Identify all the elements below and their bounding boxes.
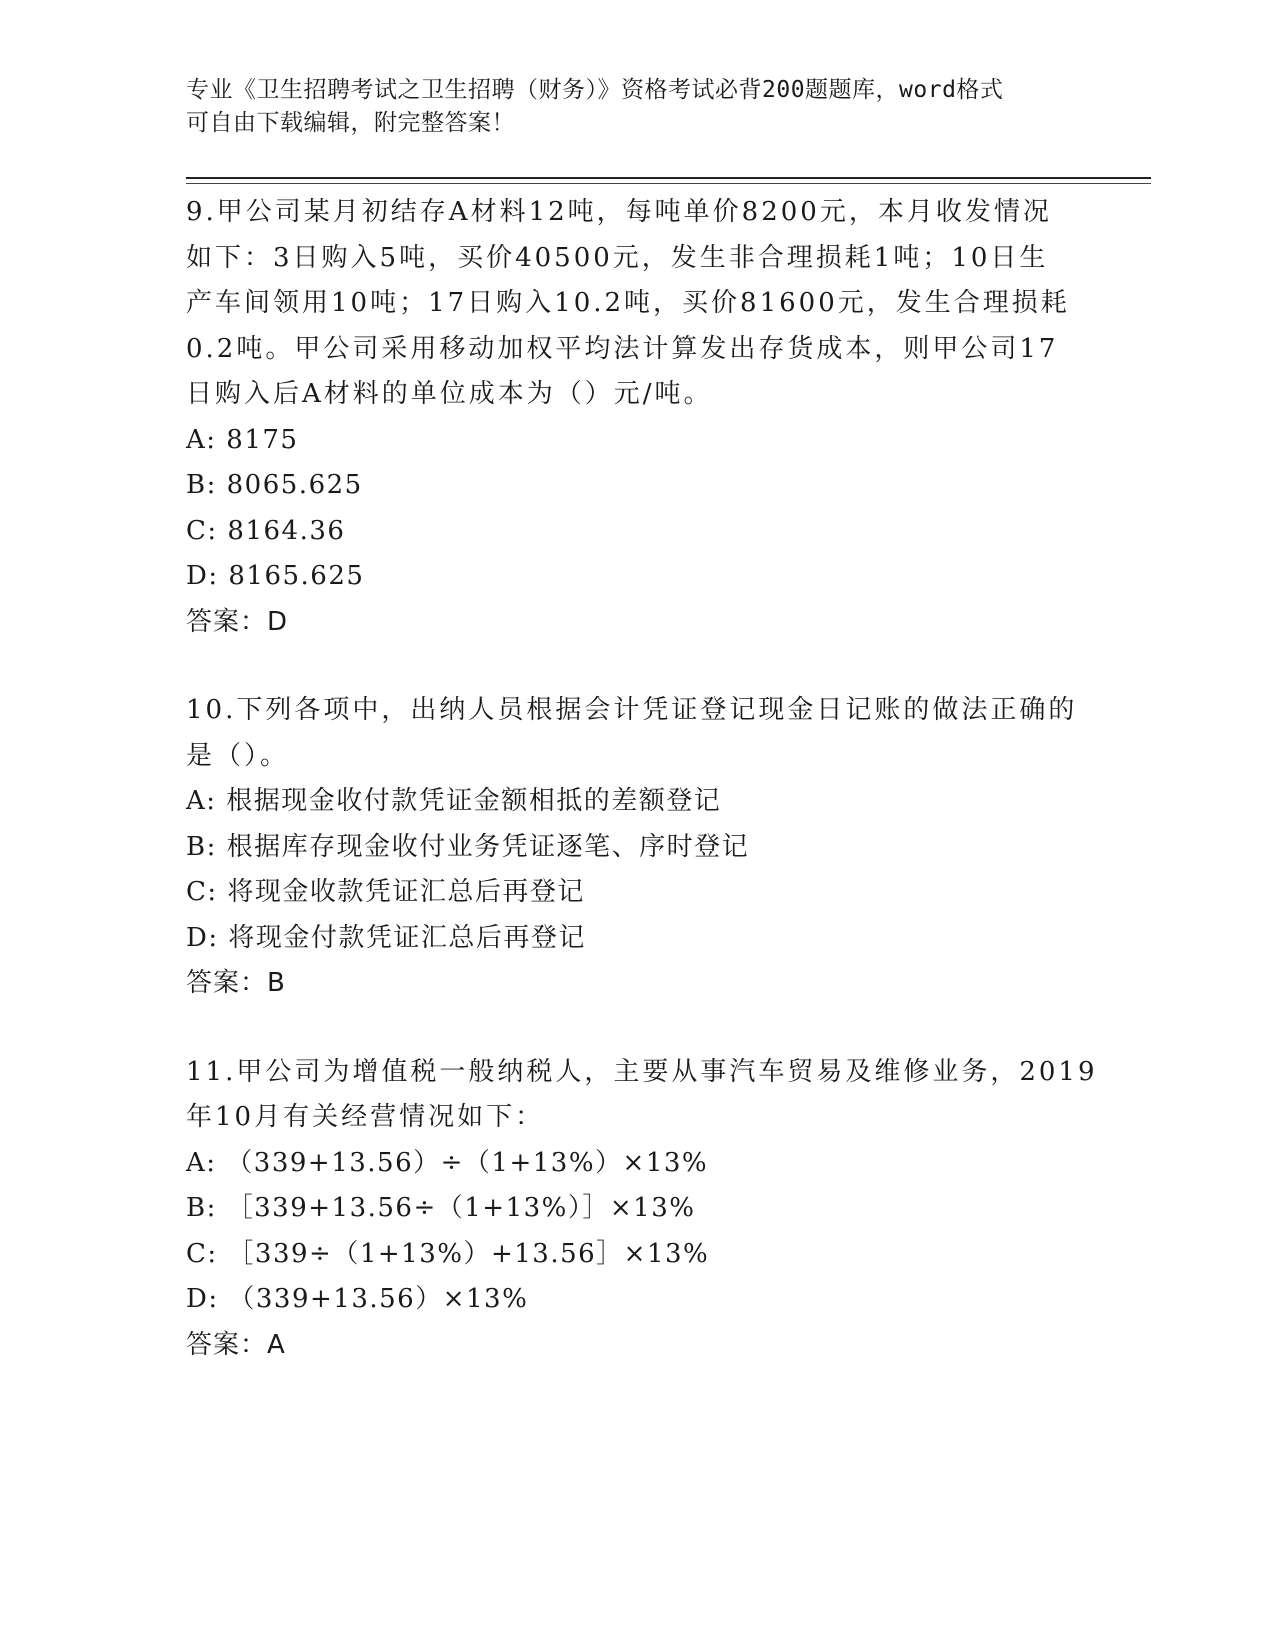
question-text-line: 11.甲公司为增值税一般纳税人，主要从事汽车贸易及维修业务，2019 [186,1056,1098,1087]
question-block-9 [186,190,1086,645]
document-header [186,74,1066,140]
question-spacer [186,645,1086,688]
option-a: A: 根据现金收付款凭证金额相抵的差额登记 [186,786,722,816]
question-spacer [186,1007,1086,1050]
option-c: C: 8164.36 [186,515,346,546]
option-d: D: 将现金付款凭证汇总后再登记 [186,922,586,953]
option-c: C: ［339÷（1+13%）+13.56］×13% [186,1238,710,1269]
question-text-line: 产车间领用10吨；17日购入10.2吨，买价81600元，发生合理损耗 [186,288,1070,318]
question-block-10 [186,688,1086,1007]
option-d: D: （339+13.56）×13% [186,1284,529,1314]
question-text-line: 如下：3日购入5吨，买价40500元，发生非合理损耗1吨；10日生 [186,242,1049,273]
question-text-line: 10.下列各项中，出纳人员根据会计凭证登记现金日记账的做法正确的 [186,695,1078,725]
answer-line: 答案：A [186,1329,286,1360]
option-b: B: ［339+13.56÷（1+13%）］×13% [186,1193,696,1223]
answer-line: 答案：D [186,606,289,637]
question-block-11 [186,1050,1098,1369]
question-text-line: 年10月有关经营情况如下： [186,1102,545,1132]
header-divider-thin [186,183,1151,184]
question-text-line: 日购入后A材料的单位成本为（）元/吨。 [186,379,713,409]
question-text-line: 是（）。 [186,740,290,771]
option-a: A: （339+13.56）÷（1+13%）×13% [186,1147,709,1178]
option-c: C: 将现金收款凭证汇总后再登记 [186,877,585,907]
answer-line: 答案：B [186,968,286,998]
header-line-2: 可自由下载编辑，附完整答案！ [186,110,515,136]
question-text-line: 0.2吨。甲公司采用移动加权平均法计算发出存货成本，则甲公司17 [186,333,1059,364]
option-b: B: 8065.625 [186,470,363,500]
header-line-1: 专业《卫生招聘考试之卫生招聘（财务）》资格考试必背200题题库，word格式 [186,77,1004,103]
option-b: B: 根据库存现金收付业务凭证逐笔、序时登记 [186,831,750,862]
option-d: D: 8165.625 [186,561,365,591]
question-list [186,190,1098,1368]
header-divider-thick [186,177,1151,179]
option-a: A: 8175 [186,424,299,455]
question-text-line: 9.甲公司某月初结存A材料12吨，每吨单价8200元，本月收发情况 [186,197,1052,227]
